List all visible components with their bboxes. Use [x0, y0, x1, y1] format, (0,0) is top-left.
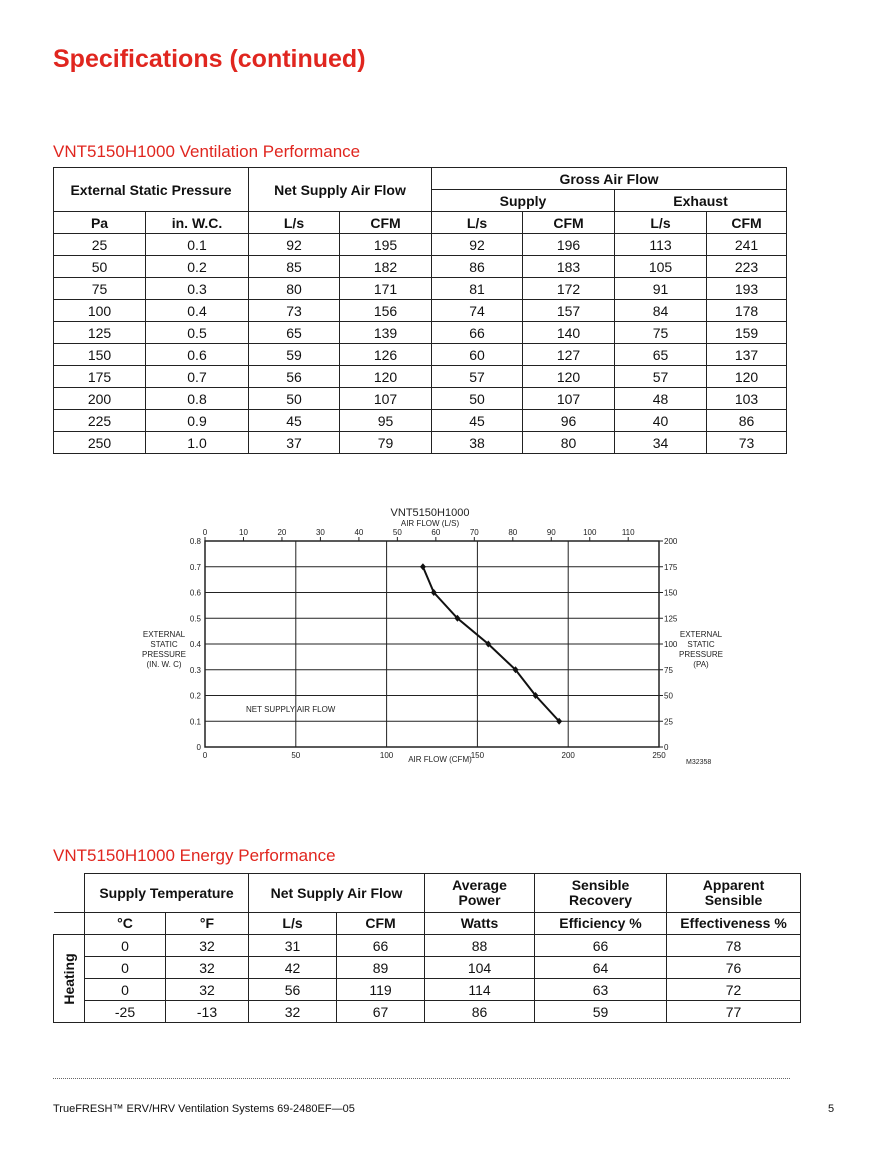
table-cell: 195	[340, 234, 432, 256]
table-cell: 114	[425, 979, 535, 1001]
unit-header: L/s	[432, 212, 523, 234]
top-tick-label: 40	[354, 528, 364, 537]
table-cell: 96	[523, 410, 615, 432]
table-cell: 126	[340, 344, 432, 366]
table-cell: 75	[54, 278, 146, 300]
empty-corner	[54, 874, 85, 913]
y-tick-label-left: 0.2	[189, 691, 201, 701]
top-tick-label: 110	[621, 528, 635, 537]
y-tick-label-left: 0.6	[189, 588, 201, 598]
table-cell: 75	[615, 322, 707, 344]
table-cell: 89	[337, 957, 425, 979]
table-cell: 32	[166, 935, 249, 957]
table-cell: 178	[707, 300, 787, 322]
table-row	[54, 278, 787, 300]
table-cell: 63	[535, 979, 667, 1001]
table-cell: 0.8	[146, 388, 249, 410]
unit-header: L/s	[249, 212, 340, 234]
energy-unit-header: CFM	[337, 913, 425, 935]
page-number: 5	[828, 1103, 835, 1115]
esp-header: External Static Pressure	[54, 168, 249, 212]
table-cell: 1.0	[146, 432, 249, 454]
page-title: Specifications (continued)	[53, 45, 366, 73]
table-row	[54, 234, 787, 256]
y-label-left-line: EXTERNAL	[142, 630, 186, 639]
table-cell: 57	[615, 366, 707, 388]
y-tick-label-left: 0.1	[189, 717, 201, 727]
table-row	[54, 322, 787, 344]
table-cell: 77	[667, 1001, 801, 1023]
ventilation-performance-table	[53, 167, 787, 454]
table-cell: 250	[54, 432, 146, 454]
table-cell: 79	[340, 432, 432, 454]
table-cell: 0	[85, 979, 166, 1001]
table-cell: 32	[249, 1001, 337, 1023]
empty-corner-2	[54, 913, 85, 935]
table-cell: 66	[535, 935, 667, 957]
ventilation-section-title: VNT5150H1000 Ventilation Performance	[53, 142, 361, 161]
table-cell: 56	[249, 979, 337, 1001]
table-cell: 65	[615, 344, 707, 366]
chart-y-label-right	[679, 630, 723, 669]
table-cell: 137	[707, 344, 787, 366]
table-cell: 78	[667, 935, 801, 957]
unit-header: L/s	[615, 212, 707, 234]
table-cell: 31	[249, 935, 337, 957]
table-cell: 104	[425, 957, 535, 979]
table-cell: 193	[707, 278, 787, 300]
table-cell: 66	[432, 322, 523, 344]
table-cell: 50	[54, 256, 146, 278]
table-row	[54, 256, 787, 278]
table-cell: 92	[432, 234, 523, 256]
table-cell: 72	[667, 979, 801, 1001]
energy-unit-header: L/s	[249, 913, 337, 935]
table-cell: 48	[615, 388, 707, 410]
top-tick-label: 0	[202, 528, 208, 537]
table-cell: 73	[707, 432, 787, 454]
table-cell: 0	[85, 957, 166, 979]
top-tick-label: 90	[546, 528, 556, 537]
table-row	[54, 388, 787, 410]
table-cell: 103	[707, 388, 787, 410]
table-cell: 45	[432, 410, 523, 432]
top-tick-label: 20	[277, 528, 287, 537]
table-cell: 56	[249, 366, 340, 388]
energy-units-row	[54, 913, 801, 935]
y-tick-label-right: 0	[664, 743, 669, 752]
sensible-recovery-header: Sensible Recovery	[535, 874, 667, 913]
table-cell: 34	[615, 432, 707, 454]
table-cell: 42	[249, 957, 337, 979]
energy-performance-table	[53, 873, 801, 1023]
y-label-right-line: PRESSURE	[678, 650, 724, 659]
energy-unit-header: Watts	[425, 913, 535, 935]
unit-header: CFM	[707, 212, 787, 234]
table-cell: 67	[337, 1001, 425, 1023]
table-cell: 139	[340, 322, 432, 344]
top-tick-label: 60	[431, 528, 441, 537]
table-cell: -13	[166, 1001, 249, 1023]
table-cell: 25	[54, 234, 146, 256]
energy-unit-header: Efficiency %	[535, 913, 667, 935]
table-cell: 45	[249, 410, 340, 432]
chart-annotation: NET SUPPLY AIR FLOW	[246, 705, 336, 714]
table-cell: 182	[340, 256, 432, 278]
table-cell: 86	[425, 1001, 535, 1023]
table-cell: 0.2	[146, 256, 249, 278]
y-tick-label-left: 0.3	[189, 665, 201, 675]
table-cell: 86	[432, 256, 523, 278]
table-cell: 64	[535, 957, 667, 979]
table-cell: 85	[249, 256, 340, 278]
table-cell: 59	[535, 1001, 667, 1023]
table-cell: 32	[166, 957, 249, 979]
energy-unit-header: Effectiveness %	[667, 913, 801, 935]
footer-divider	[53, 1078, 790, 1079]
x-tick-label: 0	[202, 751, 208, 760]
y-tick-label-right: 125	[664, 614, 678, 624]
table-cell: 119	[337, 979, 425, 1001]
table-cell: 127	[523, 344, 615, 366]
x-tick-label: 200	[561, 751, 575, 760]
energy-unit-header: °F	[166, 913, 249, 935]
table-cell: 0	[85, 935, 166, 957]
table-row	[54, 957, 801, 979]
heating-label: Heating	[54, 935, 85, 1023]
table-cell: 76	[667, 957, 801, 979]
chart-y-label-left	[142, 630, 186, 669]
chart-title: VNT5150H1000	[390, 507, 470, 519]
y-tick-label-right: 175	[664, 562, 678, 572]
x-tick-label: 150	[470, 751, 485, 760]
table-cell: 0.1	[146, 234, 249, 256]
top-tick-label: 100	[583, 528, 597, 537]
table-cell: 0.9	[146, 410, 249, 432]
table-cell: 125	[54, 322, 146, 344]
table-cell: 66	[337, 935, 425, 957]
energy-nsaf-header: Net Supply Air Flow	[249, 874, 425, 913]
table-cell: 107	[523, 388, 615, 410]
gross-air-flow-header: Gross Air Flow	[432, 168, 787, 190]
energy-unit-header: °C	[85, 913, 166, 935]
top-tick-label: 70	[469, 528, 479, 537]
y-tick-label-right: 75	[664, 665, 673, 675]
table-cell: 37	[249, 432, 340, 454]
unit-header: CFM	[523, 212, 615, 234]
y-tick-label-left: 0.5	[189, 614, 201, 624]
table-cell: 120	[707, 366, 787, 388]
units-row	[54, 212, 787, 234]
table-cell: 159	[707, 322, 787, 344]
table-cell: 84	[615, 300, 707, 322]
table-row	[54, 300, 787, 322]
y-tick-label-right: 100	[664, 640, 678, 649]
y-label-right-line: EXTERNAL	[679, 630, 723, 639]
y-label-right-line: STATIC	[687, 640, 715, 649]
y-tick-label-right: 25	[664, 717, 673, 727]
table-cell: -25	[85, 1001, 166, 1023]
table-cell: 241	[707, 234, 787, 256]
table-cell: 120	[523, 366, 615, 388]
table-cell: 100	[54, 300, 146, 322]
table-cell: 105	[615, 256, 707, 278]
apparent-sensible-header: Apparent Sensible	[667, 874, 801, 913]
nsaf-header: Net Supply Air Flow	[249, 168, 432, 212]
table-row	[54, 410, 787, 432]
table-cell: 183	[523, 256, 615, 278]
x-tick-label: 250	[652, 751, 666, 760]
avg-power-header: Average Power	[425, 874, 535, 913]
chart-figure-code: M32358	[686, 759, 712, 766]
table-cell: 107	[340, 388, 432, 410]
table-cell: 92	[249, 234, 340, 256]
x-tick-label: 50	[291, 751, 301, 760]
table-cell: 88	[425, 935, 535, 957]
table-cell: 140	[523, 322, 615, 344]
y-tick-label-right: 200	[664, 537, 678, 546]
table-cell: 40	[615, 410, 707, 432]
chart-x-axis-label: AIR FLOW (CFM)	[408, 755, 472, 764]
chart-top-axis-label: AIR FLOW (L/S)	[400, 519, 460, 528]
chart-grid	[205, 537, 663, 747]
y-label-left-line: PRESSURE	[141, 650, 187, 659]
table-cell: 80	[249, 278, 340, 300]
y-tick-label-right: 150	[664, 588, 678, 598]
table-cell: 150	[54, 344, 146, 366]
table-cell: 113	[615, 234, 707, 256]
table-cell: 156	[340, 300, 432, 322]
table-cell: 120	[340, 366, 432, 388]
table-cell: 91	[615, 278, 707, 300]
y-tick-label-left: 0	[196, 743, 201, 752]
y-tick-label-right: 50	[664, 691, 673, 701]
table-cell: 50	[249, 388, 340, 410]
table-cell: 200	[54, 388, 146, 410]
table-cell: 171	[340, 278, 432, 300]
table-cell: 175	[54, 366, 146, 388]
table-cell: 0.6	[146, 344, 249, 366]
table-cell: 74	[432, 300, 523, 322]
footer-text: TrueFRESH™ ERV/HRV Ventilation Systems 69-2480EF—05	[53, 1103, 355, 1115]
y-label-right-line: (PA)	[693, 660, 709, 669]
table-cell: 95	[340, 410, 432, 432]
table-cell: 0.5	[146, 322, 249, 344]
airflow-chart	[130, 500, 740, 775]
table-row	[54, 935, 801, 957]
table-cell: 65	[249, 322, 340, 344]
table-cell: 0.4	[146, 300, 249, 322]
unit-header: in. W.C.	[146, 212, 249, 234]
top-tick-label: 10	[239, 528, 248, 537]
top-tick-label: 80	[508, 528, 518, 537]
exhaust-header: Exhaust	[615, 190, 787, 212]
table-row	[54, 979, 801, 1001]
energy-section-title: VNT5150H1000 Energy Performance	[53, 846, 336, 865]
table-cell: 50	[432, 388, 523, 410]
y-tick-label-left: 0.4	[189, 640, 201, 649]
table-cell: 81	[432, 278, 523, 300]
x-tick-label: 100	[379, 751, 394, 760]
table-cell: 59	[249, 344, 340, 366]
table-cell: 0.3	[146, 278, 249, 300]
table-cell: 86	[707, 410, 787, 432]
table-cell: 80	[523, 432, 615, 454]
top-tick-label: 30	[315, 528, 325, 537]
table-row	[54, 432, 787, 454]
unit-header: Pa	[54, 212, 146, 234]
table-cell: 223	[707, 256, 787, 278]
table-cell: 196	[523, 234, 615, 256]
table-cell: 172	[523, 278, 615, 300]
unit-header: CFM	[340, 212, 432, 234]
table-row	[54, 344, 787, 366]
y-label-left-line: STATIC	[150, 640, 178, 649]
top-tick-label: 50	[392, 528, 402, 537]
y-label-left-line: (IN. W. C)	[146, 660, 182, 669]
table-cell: 38	[432, 432, 523, 454]
table-row	[54, 1001, 801, 1023]
table-cell: 32	[166, 979, 249, 1001]
table-cell: 57	[432, 366, 523, 388]
table-cell: 0.7	[146, 366, 249, 388]
y-tick-label-left: 0.8	[189, 537, 201, 546]
table-cell: 157	[523, 300, 615, 322]
y-tick-label-left: 0.7	[189, 562, 201, 572]
table-cell: 73	[249, 300, 340, 322]
supply-temp-header: Supply Temperature	[85, 874, 249, 913]
table-row	[54, 366, 787, 388]
table-cell: 60	[432, 344, 523, 366]
supply-header: Supply	[432, 190, 615, 212]
table-cell: 225	[54, 410, 146, 432]
